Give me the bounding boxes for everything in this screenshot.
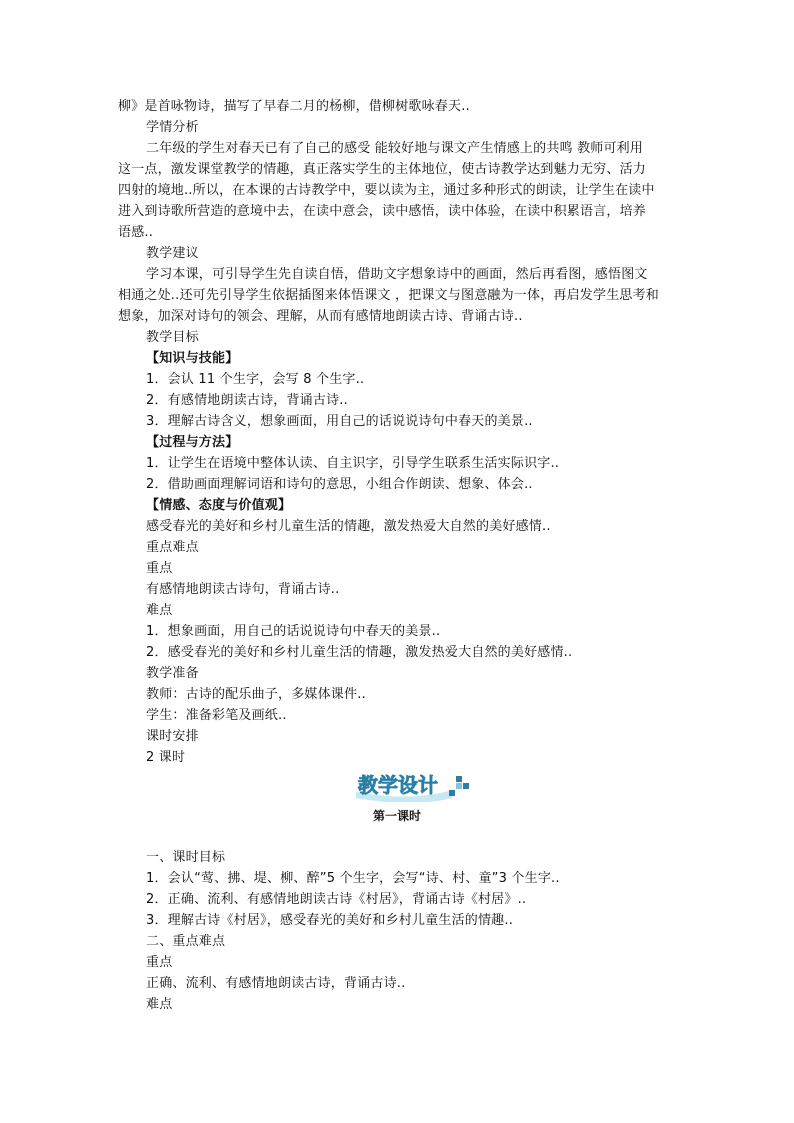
jianyi-line-1: 学习本课，可引导学生先自读自悟，借助文字想象诗中的画面，然后再看图，感悟图文 bbox=[146, 267, 648, 282]
banner-title: 教学设计 bbox=[358, 773, 438, 797]
teaching-design-banner bbox=[352, 768, 472, 802]
heading-zhishi: 【知识与技能】 bbox=[146, 351, 239, 366]
first-lesson-title: 第一课时 bbox=[372, 809, 421, 823]
qinggan-text: 感受春光的美好和乡村儿童生活的情趣，激发热爱大自然的美好感情.. bbox=[146, 519, 551, 534]
jianyi-line-2: 相通之处..还可先引导学生依据插图来体悟课文 ，把课文与图意融为一体，再启发学生思考和 bbox=[118, 288, 659, 303]
sec1-item-2: 2．正确、流利、有感情地朗读古诗《村居》，背诵古诗《村居》.. bbox=[146, 892, 527, 907]
heading-mubiao: 教学目标 bbox=[146, 330, 199, 345]
intro-line: 柳》是首咏物诗，描写了早春二月的杨柳，借柳树歌咏春天.. bbox=[118, 99, 470, 114]
anpai-text: 2 课时 bbox=[146, 750, 186, 765]
banner-square-4 bbox=[449, 790, 455, 796]
zhishi-item-1: 1．会认 11 个生字，会写 8 个生字.. bbox=[146, 372, 365, 387]
heading-zhunbei: 教学准备 bbox=[146, 666, 199, 681]
banner-graphic bbox=[352, 768, 472, 802]
xueqing-line-3: 四射的境地..所以，在本课的古诗教学中，要以读为主，通过多种形式的朗读，让学生在读中 bbox=[118, 183, 655, 198]
guocheng-item-2: 2．借助画面理解词语和诗句的意思，小组合作朗读、想象、体会.. bbox=[146, 477, 533, 492]
heading-xueqing: 学情分析 bbox=[146, 120, 199, 135]
jianyi-line-3: 想象，加深对诗句的领会、理解，从而有感情地朗读古诗、背诵古诗.. bbox=[118, 309, 523, 324]
heading-zhongdian2: 重点 bbox=[146, 955, 173, 970]
heading-sec1: 一、课时目标 bbox=[146, 850, 226, 865]
guocheng-item-1: 1．让学生在语境中整体认读、自主识字，引导学生联系生活实际识字.. bbox=[146, 456, 560, 471]
heading-jianyi: 教学建议 bbox=[146, 246, 199, 261]
heading-zhongdian: 重点 bbox=[146, 561, 173, 576]
zhongdian-text: 有感情地朗读古诗句，背诵古诗.. bbox=[146, 582, 340, 597]
heading-qinggan: 【情感、态度与价值观】 bbox=[146, 498, 292, 513]
xueqing-line-5: 语感.. bbox=[118, 225, 154, 240]
xueqing-line-4: 进入到诗歌所营造的意境中去，在读中意会，读中感悟，读中体验，在读中积累语言，培养 bbox=[118, 204, 647, 219]
banner-square-2 bbox=[463, 783, 469, 789]
zhishi-item-3: 3．理解古诗含义，想象画面，用自己的话说说诗句中春天的美景.. bbox=[146, 414, 533, 429]
banner-square-3 bbox=[456, 783, 462, 789]
zhongdian2-text: 正确、流利、有感情地朗读古诗，背诵古诗.. bbox=[146, 976, 406, 991]
heading-nandian: 难点 bbox=[146, 603, 173, 618]
nandian-item-2: 2．感受春光的美好和乡村儿童生活的情趣，激发热爱大自然的美好感情.. bbox=[146, 645, 573, 660]
banner-square-1 bbox=[456, 776, 462, 782]
heading-zhongnan: 重点难点 bbox=[146, 540, 199, 555]
zhishi-item-2: 2．有感情地朗读古诗，背诵古诗.. bbox=[146, 393, 348, 408]
sec1-item-3: 3．理解古诗《村居》，感受春光的美好和乡村儿童生活的情趣.. bbox=[146, 913, 514, 928]
heading-guocheng: 【过程与方法】 bbox=[146, 435, 239, 450]
nandian-item-1: 1．想象画面，用自己的话说说诗句中春天的美景.. bbox=[146, 624, 441, 639]
heading-sec2: 二、重点难点 bbox=[146, 934, 226, 949]
sec1-item-1: 1．会认“莺、拂、堤、柳、醉”5 个生字，会写“诗、村、童”3 个生字.. bbox=[146, 871, 560, 886]
xueqing-line-2: 这一点，激发课堂教学的情趣，真正落实学生的主体地位，使古诗教学达到魅力无穷、活力 bbox=[118, 162, 647, 177]
xueqing-line-1: 二年级的学生对春天已有了自己的感受 能较好地与课文产生情感上的共鸣 教师可利用 bbox=[146, 141, 644, 156]
zhunbei-item-2: 学生：准备彩笔及画纸.. bbox=[146, 708, 287, 723]
zhunbei-item-1: 教师：古诗的配乐曲子，多媒体课件.. bbox=[146, 687, 366, 702]
heading-anpai: 课时安排 bbox=[146, 729, 199, 744]
heading-nandian2: 难点 bbox=[146, 997, 173, 1012]
